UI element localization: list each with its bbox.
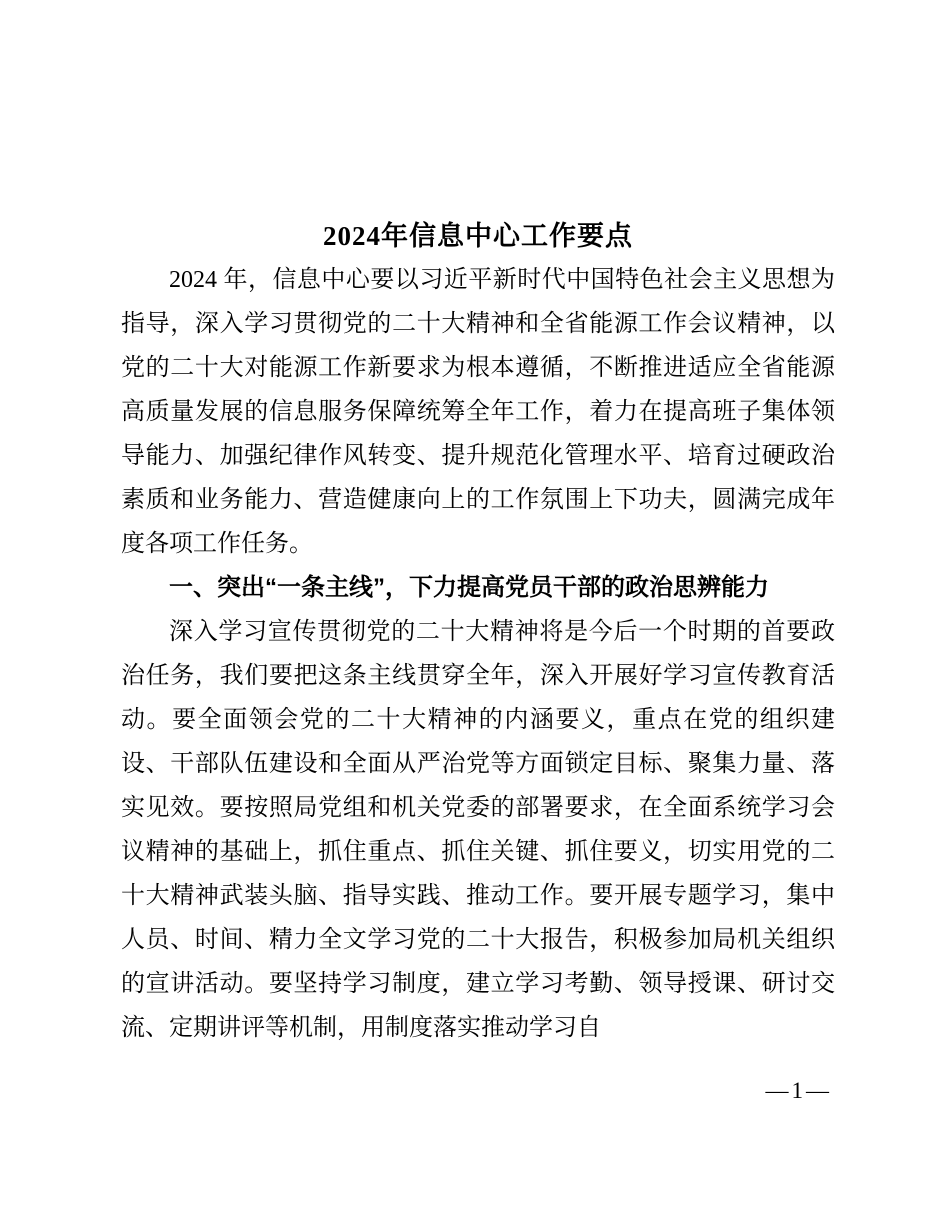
section-1-heading: 一、突出“一条主线”，下力提高党员干部的政治思辨能力 (169, 574, 769, 601)
document-content (121, 214, 835, 1050)
intro-paragraph: 2024 年，信息中心要以习近平新时代中国特色社会主义思想为指导，深入学习贯彻党的二十大精神和全省能源工作会议精神，以党的二十大对能源工作新要求为根本遵循，不断推进适应全省能源高质量发展的信息服务保障统筹全年工作，着力在提高班子集体领导能力、加强纪律作风转变、提升规范化管理水平、培育过硬政治素质和业务能力、营造健康向上的工作氛围上下功夫，圆满完成年度各项工作任务。 (121, 267, 835, 557)
section-1-body: 深入学习宣传贯彻党的二十大精神将是今后一个时期的首要政治任务，我们要把这条主线贯穿全年，深入开展好学习宣传教育活动。要全面领会党的二十大精神的内涵要义，重点在党的组织建设、干部队伍建设和全面从严治党等方面锁定目标、聚集力量、落实见效。要按照局党组和机关党委的部署要求，在全面系统学习会议精神的基础上，抓住重点、抓住关键、抓住要义，切实用党的二十大精神武装头脑、指导实践、推动工作。要开展专题学习，集中人员、时间、精力全文学习党的二十大报告，积极参加局机关组织的宣讲活动。要坚持学习制度，建立学习考勤、领导授课、研讨交流、定期讲评等机制，用制度落实推动学习自 (121, 619, 835, 1041)
document-title: 2024年信息中心工作要点 (323, 221, 633, 251)
page-number: —1— (765, 1078, 832, 1103)
